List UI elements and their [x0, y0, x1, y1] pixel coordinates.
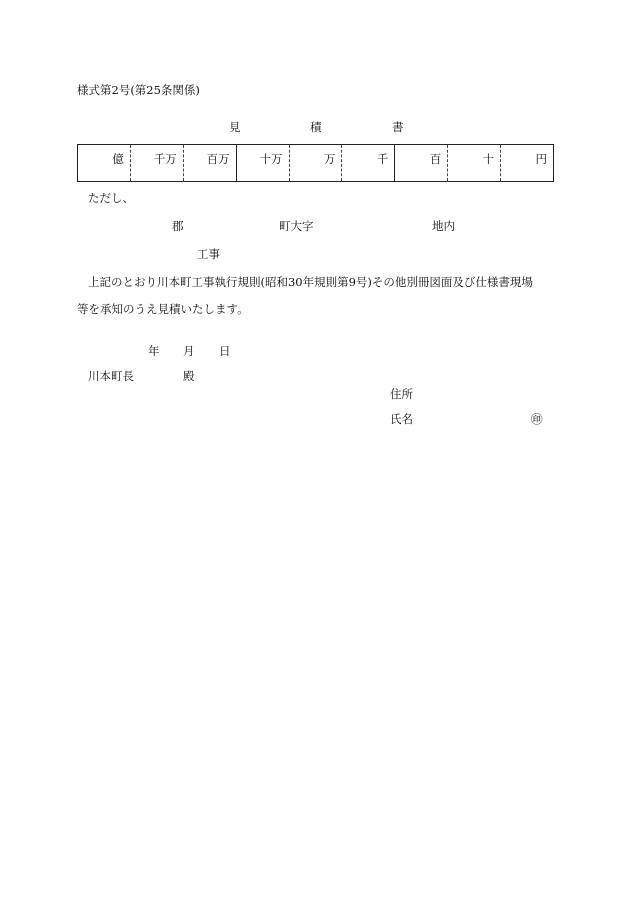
name-label: 氏名: [390, 412, 413, 426]
location-choaza-label: 町大字: [279, 219, 314, 233]
address-label: 住所: [390, 387, 413, 401]
declaration-text-line-2: 等を承知のうえ見積いたします。: [77, 302, 249, 316]
document-title: [0, 122, 630, 136]
unit-label: 万: [323, 152, 336, 166]
seal-mark: ㊞: [531, 412, 543, 426]
addressee-mayor: 川本町長: [88, 369, 134, 383]
title-char-3: 書: [392, 120, 404, 134]
unit-label: 百万: [206, 152, 230, 166]
unit-label: 億: [112, 152, 124, 166]
declaration-text-line-1: 上記のとおり川本町工事執行規則(昭和30年規則第9号)その他別冊図面及び仕様書現場: [88, 275, 533, 289]
work-name-suffix: 工事: [197, 247, 220, 261]
amount-cell-en: [501, 145, 553, 181]
form-number-label: 様式第2号(第25条関係): [77, 83, 200, 97]
proviso-label: ただし、: [88, 191, 134, 205]
location-chinai-label: 地内: [432, 219, 455, 233]
amount-cell-hyaku: [395, 145, 448, 181]
unit-label: 十万: [259, 152, 283, 166]
title-char-2: 積: [310, 120, 322, 134]
amount-cell-senman: [131, 145, 184, 181]
unit-label: 百: [429, 152, 442, 166]
unit-label: 千万: [153, 152, 177, 166]
unit-label: 十: [482, 152, 495, 166]
title-char-1: 見: [229, 120, 241, 134]
amount-cell-oku: [78, 145, 131, 181]
date-year-label: 年: [148, 344, 160, 358]
addressee-honorific: 殿: [183, 369, 195, 383]
unit-label: 千: [376, 152, 389, 166]
amount-table: [77, 144, 554, 182]
amount-cell-hyakuman: [184, 145, 237, 181]
amount-cell-sen: [342, 145, 395, 181]
amount-cell-man: [290, 145, 343, 181]
amount-cell-juman: [237, 145, 290, 181]
amount-cell-ju: [448, 145, 501, 181]
date-month-label: 月: [183, 344, 195, 358]
location-gun-label: 郡: [172, 219, 184, 233]
date-day-label: 日: [219, 344, 231, 358]
unit-label: 円: [535, 152, 548, 166]
